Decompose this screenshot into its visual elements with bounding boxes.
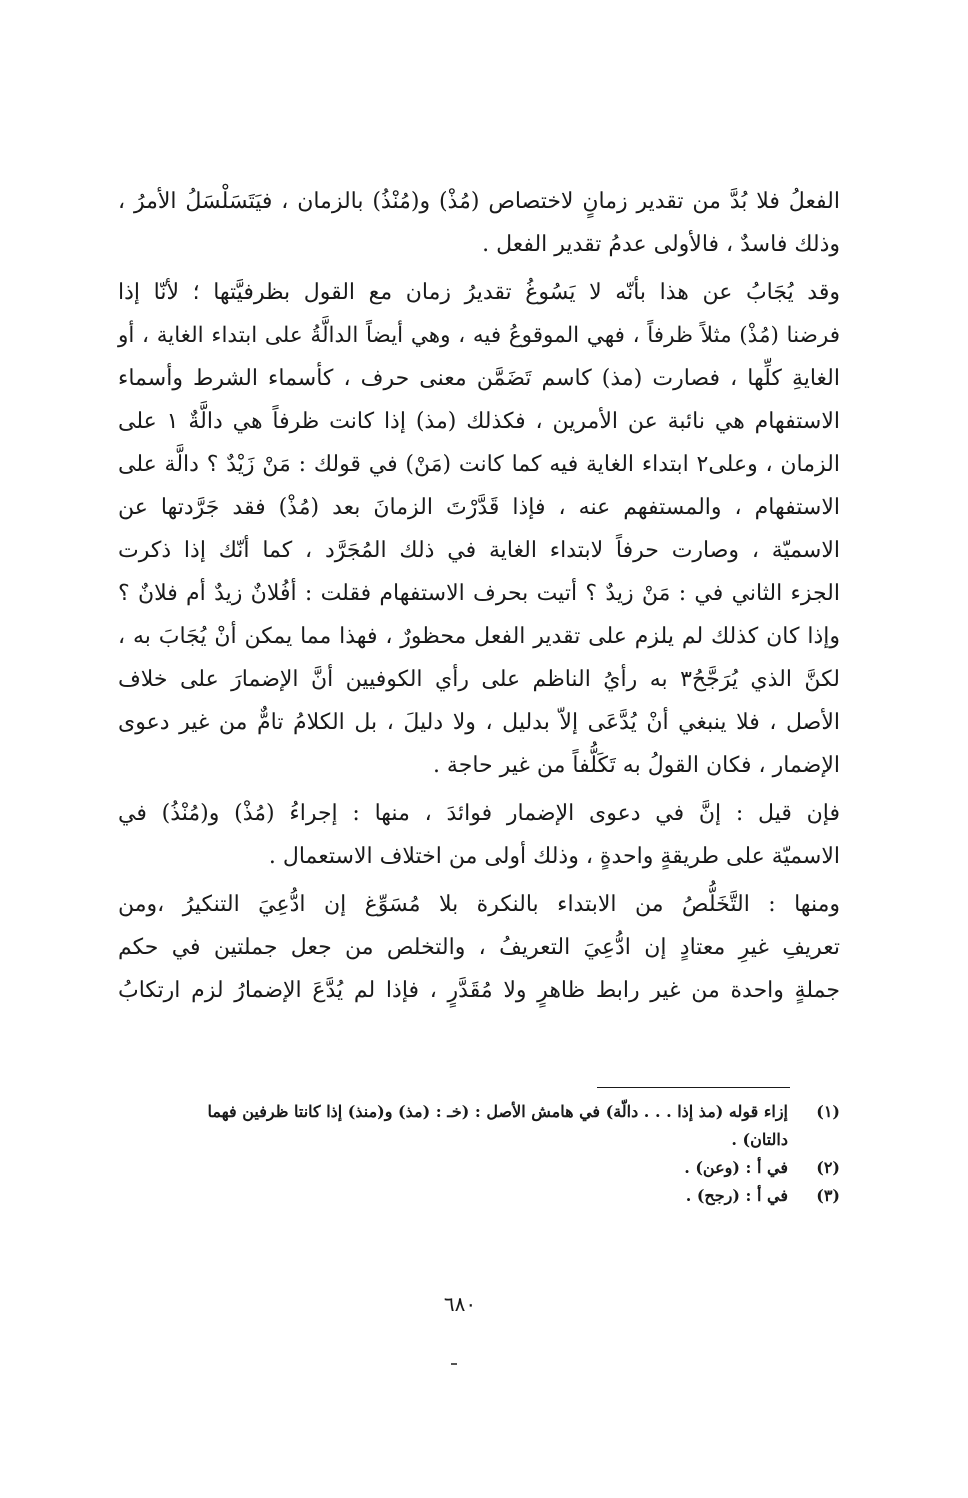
- text-line: الغايةِ كلِّها ، فصارت (مذ) كاسم تَضَمَّن معنى حرف ، كأسماء الشرط وأسماء: [118, 366, 840, 391]
- text-line: الاسميّة على طريقةٍ واحدةٍ ، وذلك أولى من اختلاف الاستعمال .: [268, 844, 840, 869]
- footnote-number: (٣): [816, 1186, 840, 1205]
- text-line: وقد يُجَابُ عن هذا بأنّه لا يَسُوغُ تقديرُ زمان مع القول بظرفيَّتها ؛ لأنّا إذا: [118, 280, 840, 305]
- text-line: الزمان ، وعلى٢ ابتداء الغاية فيه كما كانت (مَنْ) في قولك : مَنْ زَيْدٌ ؟ دالَّة على: [118, 452, 840, 477]
- text-line: الجزء الثاني في : مَنْ زيدٌ ؟ أتيت بحرف الاستفهام فقلت : أفُلانٌ زيدٌ أم فلانٌ ؟: [118, 581, 840, 606]
- text-line: تعريفِ غيرِ معتادٍ إن ادُّعِيَ التعريفُ ، والتخلص من جعل جملتين في حكم: [118, 935, 840, 960]
- text-line: فإن قيل : إنَّ في دعوى الإضمار فوائدَ ، منها : إجراءُ (مُذْ) و(مُنْذُ) في: [118, 801, 840, 826]
- page-mark: [451, 1363, 457, 1365]
- footnote-number: (١): [816, 1102, 840, 1121]
- text-line: فرضنا (مُذْ) مثلاً ظرفاً ، فهي الموقوعُ فيه ، وهي أيضاً الدالَّةُ على ابتداء الغاية ، أو: [118, 323, 840, 348]
- text-line: الفعلُ فلا بُدَّ من تقدير زمانٍ لاختصاص (مُذْ) و(مُنْذُ) بالزمان ، فيَتَسَلْسَلُ الأمرُ ،: [118, 189, 841, 214]
- text-line: الأصل ، فلا ينبغي أنْ يُدَّعَى إلاّ بدليل ، ولا دليلَ ، بل الكلامُ تامٌّ من غير دعوى: [118, 710, 840, 735]
- text-line: الإضمار ، فكان القولُ به تَكَلُّفاً من غير حاجة .: [432, 753, 840, 778]
- text-line: الاستفهام ، والمستفهم عنه ، فإذا قَدَّرْتَ الزمانَ بعد (مُذْ) فقد جَرَّدتها عن: [118, 495, 840, 520]
- footnote-1: [118, 1098, 840, 1126]
- text-line: وذلك فاسدٌ ، فالأولى عدمُ تقدير الفعل .: [482, 232, 840, 257]
- text-line: جملةٍ واحدة من غير رابط ظاهرٍ ولا مُقَدَّرٍ ، فإذا لم يُدَّعَ الإضمارُ لزم ارتكابُ: [118, 978, 840, 1003]
- text-line: الاسميّة ، وصارت حرفاً لابتداء الغاية في ذلك المُجَرَّد ، كما أنّك إذا ذكرت: [118, 538, 840, 563]
- footnote-1-continuation: دالتان) .: [731, 1130, 788, 1149]
- footnote-text: إزاء قوله (مذ إذا . . . دالّة) في هامش الأصل : (خـ : (مذ) و(منذ) إذا كانتا ظرفين فهما: [207, 1102, 788, 1121]
- text-line: ومنها : التَّخَلُّصُ من الابتداء بالنكرة بلا مُسَوِّغ إن ادُّعِيَ التنكيرُ ،ومن: [118, 892, 840, 917]
- page-number: ٦٨٠: [443, 1292, 477, 1316]
- footnote-number: (٢): [816, 1158, 840, 1177]
- main-text: [118, 180, 840, 1012]
- footnotes: [118, 1098, 840, 1210]
- footnote-rule: [597, 1087, 790, 1088]
- footnote-text: في أ : (وعن) .: [684, 1158, 788, 1177]
- text-line: الاستفهام هي نائبة عن الأمرين ، فكذلك (مذ) إذا كانت ظرفاً هي دالَّةٌ ١ على: [118, 409, 840, 434]
- text-line: وإذا كان كذلك لم يلزم على تقدير الفعل محظورٌ ، فهذا مما يمكن أنْ يُجَابَ به ،: [118, 624, 840, 649]
- footnote-3: [118, 1182, 840, 1210]
- text-line: لكنَّ الذي يُرَجَّحُ٣ به رأيُ الناظم على رأي الكوفيين أنَّ الإضمارَ على خلاف: [118, 667, 841, 692]
- footnote-text: في أ : (رجح) .: [685, 1186, 788, 1205]
- footnote-2: [118, 1154, 840, 1182]
